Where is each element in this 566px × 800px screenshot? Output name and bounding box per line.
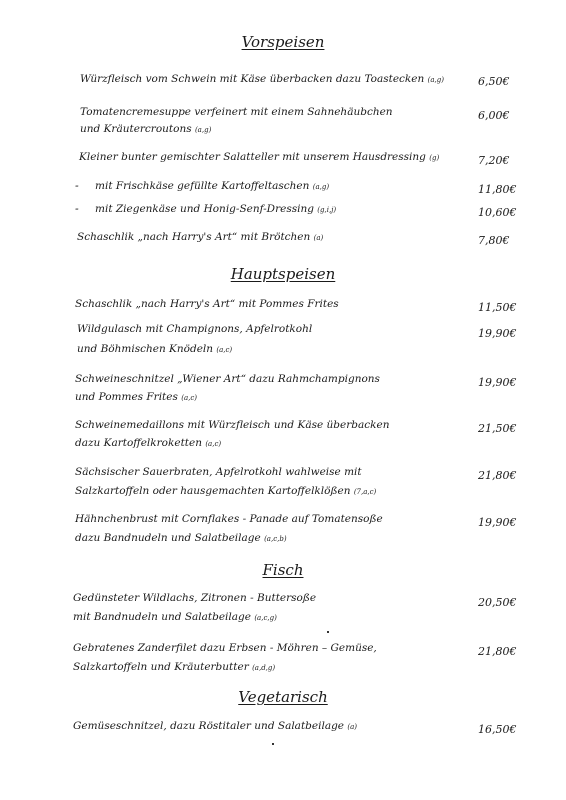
item-line: Hähnchenbrust mit Cornflakes - Panade auf Tomatensoße	[75, 513, 383, 525]
item-price: 11,50€	[478, 301, 517, 314]
item-price: 7,20€	[478, 154, 510, 167]
item-line: und Pommes Frites (a,c)	[75, 391, 198, 403]
item-line: Schweinemedaillons mit Würzfleisch und Käse überbacken	[75, 419, 390, 431]
allergen-codes: (7,a,c)	[353, 488, 377, 496]
item-price: 10,60€	[478, 206, 517, 219]
item-line: dazu Kartoffelkroketten (a,c)	[75, 437, 222, 449]
item-line: und Böhmischen Knödeln (a,c)	[77, 343, 233, 355]
item-line: Kleiner bunter gemischter Salatteller mit unserem Hausdressing (g)	[79, 151, 440, 163]
allergen-codes: (a,c,g)	[254, 614, 277, 622]
item-line: mit Ziegenkäse und Honig-Senf-Dressing (g,i,j)	[95, 203, 337, 215]
item-line: Salzkartoffeln oder hausgemachten Kartoffelklößen (7,a,c)	[75, 485, 377, 497]
sub-item-dash: -	[75, 202, 79, 215]
allergen-codes: (a,c)	[181, 394, 198, 402]
item-line: mit Frischkäse gefüllte Kartoffeltaschen (a,g)	[95, 180, 330, 192]
item-price: 21,50€	[478, 422, 517, 435]
allergen-codes: (a,g)	[194, 126, 212, 134]
speck-mark	[327, 631, 329, 633]
item-line: und Kräutercroutons (a,g)	[80, 123, 212, 135]
allergen-codes: (a,d,g)	[252, 664, 276, 672]
item-line: Gebratenes Zanderfilet dazu Erbsen - Möhren – Gemüse,	[73, 642, 377, 654]
item-price: 19,90€	[478, 376, 517, 389]
item-price: 21,80€	[478, 645, 517, 658]
sub-item-dash: -	[75, 179, 79, 192]
allergen-codes: (g)	[429, 154, 440, 162]
item-line: mit Bandnudeln und Salatbeilage (a,c,g)	[73, 611, 277, 623]
item-line: Würzfleisch vom Schwein mit Käse überbacken dazu Toastecken (a,g)	[80, 73, 444, 85]
allergen-codes: (a)	[347, 723, 357, 731]
speck-mark	[272, 743, 274, 745]
allergen-codes: (a)	[313, 234, 324, 242]
item-line: Salzkartoffeln und Kräuterbutter (a,d,g)	[73, 661, 276, 673]
item-line: Gedünsteter Wildlachs, Zitronen - Buttersoße	[73, 592, 317, 604]
section-heading-fisch: Fisch	[262, 561, 304, 579]
item-line: Schaschlik „nach Harry's Art“ mit Pommes Frites	[75, 298, 339, 310]
section-heading-vorspeisen: Vorspeisen	[241, 33, 325, 51]
item-price: 7,80€	[478, 234, 510, 247]
item-price: 11,80€	[478, 183, 517, 196]
item-line: Schaschlik „nach Harry's Art“ mit Brötchen (a)	[77, 231, 324, 243]
item-price: 16,50€	[478, 723, 517, 736]
section-heading-hauptspeisen: Hauptspeisen	[230, 265, 336, 283]
item-line: Gemüseschnitzel, dazu Röstitaler und Salatbeilage (a)	[73, 720, 357, 732]
allergen-codes: (a,c,b)	[264, 535, 287, 543]
item-line: dazu Bandnudeln und Salatbeilage (a,c,b)	[75, 532, 287, 544]
allergen-codes: (g,i,j)	[317, 206, 337, 214]
item-price: 19,90€	[478, 516, 517, 529]
item-line: Wildgulasch mit Champignons, Apfelrotkohl	[77, 323, 313, 335]
item-price: 21,80€	[478, 469, 517, 482]
item-line: Schweineschnitzel „Wiener Art“ dazu Rahmchampignons	[75, 373, 380, 385]
allergen-codes: (a,g)	[427, 76, 444, 84]
item-price: 6,00€	[478, 109, 510, 122]
item-line: Tomatencremesuppe verfeinert mit einem Sahnehäubchen	[80, 106, 393, 118]
section-heading-vegetarisch: Vegetarisch	[238, 688, 328, 706]
allergen-codes: (a,c)	[216, 346, 233, 354]
item-price: 19,90€	[478, 327, 517, 340]
item-price: 6,50€	[478, 75, 510, 88]
item-price: 20,50€	[478, 596, 517, 609]
allergen-codes: (a,g)	[312, 183, 330, 191]
allergen-codes: (a,c)	[205, 440, 222, 448]
item-line: Sächsischer Sauerbraten, Apfelrotkohl wahlweise mit	[75, 466, 362, 478]
